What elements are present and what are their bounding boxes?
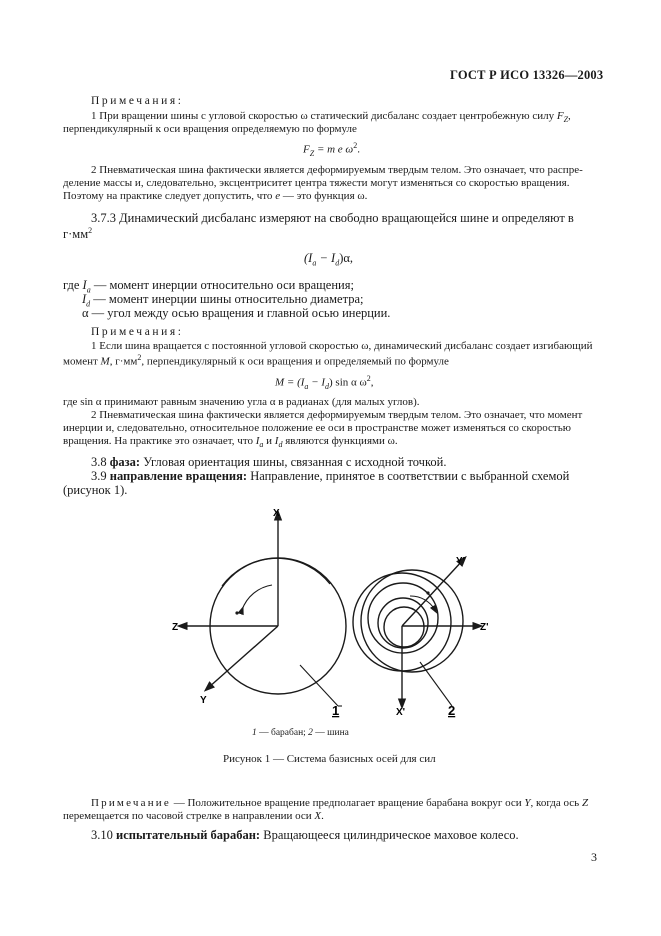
note3-line1: Примечание — Положительное вращение предполагает вращение барабана вокруг оси Y, когда ось Z [91,797,589,809]
note3-line2: перемещается по часовой стрелке в направлении оси X. [63,810,324,822]
formula-fz: $F_Z = m$ e $\omega^2$. [303,141,360,158]
label-1: 1 [332,703,340,718]
section-3-7-3-line2: $г\cdot мм^2$ [63,226,93,242]
axis-y-label: Y [200,695,207,706]
formula-dynamic: $(I_a - I_d)\alpha$, [304,251,354,268]
section-3-10: 3.10 испытательный барабан: Вращающееся цилиндрическое маховое колесо. [91,828,519,842]
notes-title: Примечания: [91,95,184,107]
where-alpha: α — угол между осью вращения и главной осью инерции. [82,306,391,320]
drum-rotation-arc [222,558,330,586]
axis-z2-label: Z' [480,622,489,633]
notes2-n2-line3: вращения. На практике это означает, что $I_a$ и $I_d$ являются функциями ω. [63,435,398,450]
notes2-title: Примечания: [91,326,184,338]
axis-x2-label: X' [396,707,406,718]
note1-line2: перпендикулярный к оси вращения определяемую по формуле [63,123,357,135]
axis-z-label: Z [172,622,179,633]
formula-moment: $M = (I_a - I_d)$ sin α $\omega^2$, [275,374,374,391]
section-3-8: 3.8 фаза: Угловая ориентация шины, связанная с исходной точкой. [91,455,447,469]
note2-line1: 2 Пневматическая шина фактически является деформируемым твердым телом. Это означает, что распре- [91,164,583,176]
where-ia: где $I_a$ — момент инерции относительно оси вращения; [63,278,354,295]
page-number: 3 [591,850,597,864]
tire-point [426,591,429,594]
notes2-n1-line2: момент M, $г\cdot мм^2$, перпендикулярный к оси вращения и определяемый по формуле [63,353,449,368]
figure-reference-axes [160,500,520,725]
leader-2 [420,662,452,706]
tire-outer-circle [361,570,463,672]
label-2: 2 [448,703,456,718]
where-id: $I_d$ — момент инерции шины относительно диаметра; [82,292,364,309]
section-3-9-line1: 3.9 направление вращения: Направление, принятое в соответствии с выбранной схемой [91,469,570,483]
note1-line1: 1 При вращении шины с угловой скоростью ω статический дисбаланс создает центробежную силу $F_Z$, [91,110,571,125]
notes2-n1-line1: 1 Если шина вращается с постоянной угловой скоростью ω, динамический дисбаланс создает изгибающий [91,340,593,352]
axis-y2-label: Y' [456,556,466,567]
note2-line3: Поэтому на практике следует допустить, что e — это функция ω. [63,190,368,202]
drum-point [235,611,238,614]
note2-line2: деление массы и, следовательно, эксцентриситет центра тяжести могут изменяться со скоростью вращения. [63,177,570,189]
section-3-7-3-line1: 3.7.3 Динамический дисбаланс измеряют на свободно вращающейся шине и определяют в [91,211,574,225]
drum-rotation-arrow [242,585,272,610]
document-header: ГОСТ Р ИСО 13326—2003 [450,68,604,82]
figure-caption: Рисунок 1 — Система базисных осей для сил [223,753,436,765]
axis-x-label: X [273,508,280,519]
figure-legend: 1 — барабан; 2 — шина [252,728,349,738]
sin-line: где sin α принимают равным значению угла α в радианах (для малых углов). [63,396,420,408]
notes2-n2-line1: 2 Пневматическая шина фактически является деформируемым твердым телом. Это означает, что момент [91,409,583,421]
axis-y-line [208,626,278,688]
section-3-9-line2: (рисунок 1). [63,483,128,497]
tire-inner-circle [384,607,424,647]
notes2-n2-line2: инерции и, следовательно, относительное положение ее оси в пространстве может изменяться со скоростью [63,422,571,434]
leader-1 [300,665,338,706]
